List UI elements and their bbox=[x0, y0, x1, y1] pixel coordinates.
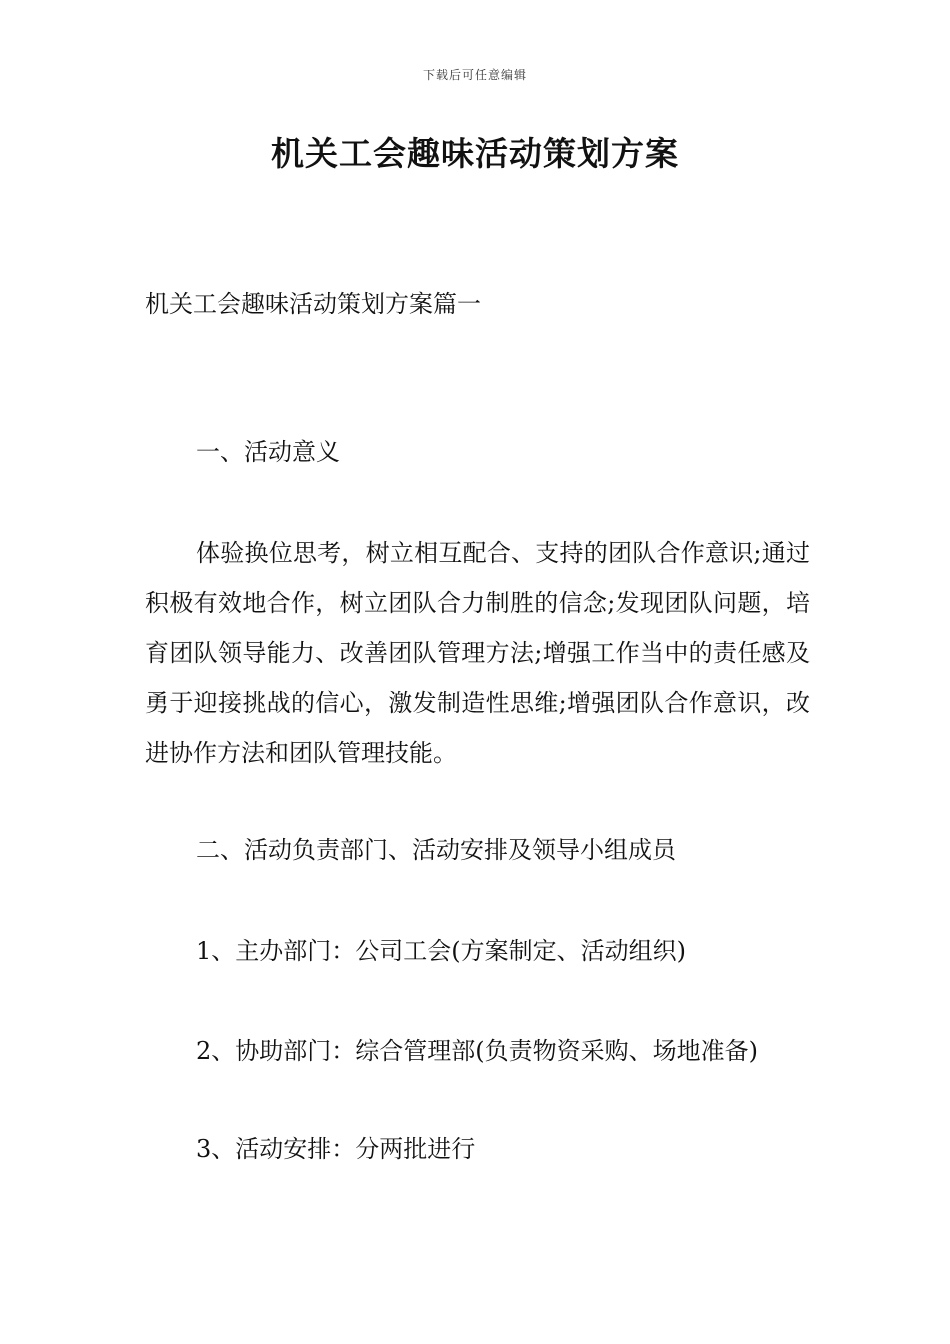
document-subtitle: 机关工会趣味活动策划方案篇一 bbox=[145, 290, 481, 318]
list-item-assist-department: 2、协助部门：综合管理部(负责物资采购、场地准备) bbox=[196, 1037, 758, 1065]
body-paragraph: 体验换位思考，树立相互配合、支持的团队合作意识;通过积极有效地合作，树立团队合力制胜的信念;发现团队问题，培育团队领导能力、改善团队管理方法;增强工作当中的责任感及勇于迎接挑战的信心，激发制造性思维;增强团队合作意识，改进协作方法和团队管理技能。 bbox=[145, 539, 810, 767]
list-item-host-department: 1、主办部门：公司工会(方案制定、活动组织) bbox=[196, 937, 686, 965]
section-heading-1: 一、活动意义 bbox=[196, 438, 340, 466]
header-note: 下载后可任意编辑 bbox=[422, 68, 527, 82]
document-title: 机关工会趣味活动策划方案 bbox=[271, 134, 679, 173]
list-item-activity-arrangement: 3、活动安排：分两批进行 bbox=[196, 1135, 476, 1163]
section-heading-2: 二、活动负责部门、活动安排及领导小组成员 bbox=[196, 836, 676, 864]
